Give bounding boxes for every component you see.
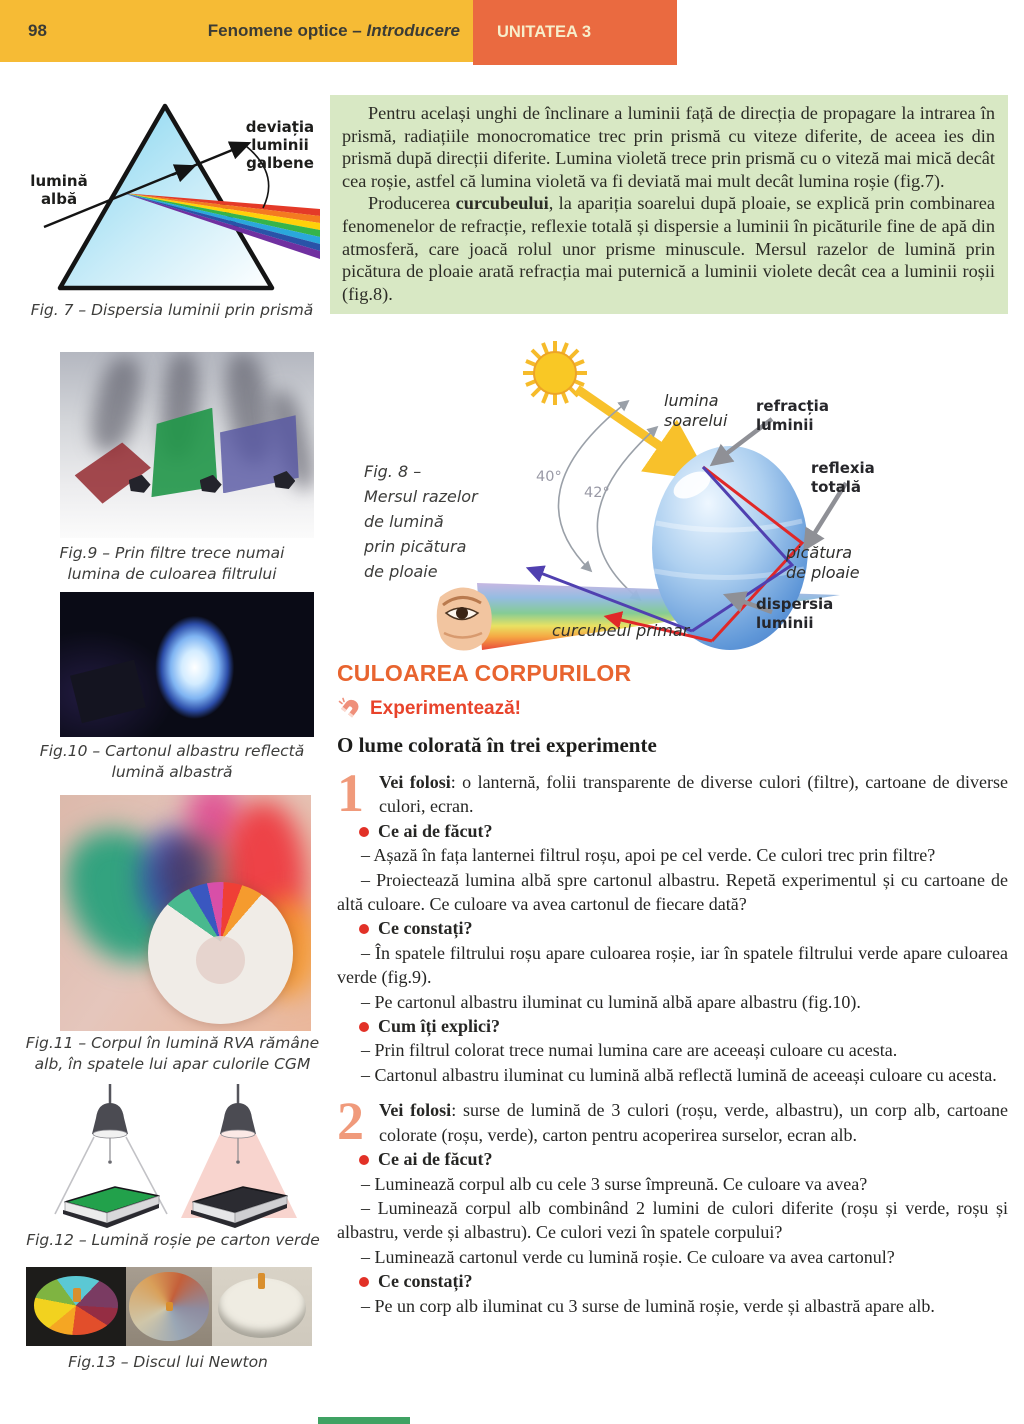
answer-line: – Luminează corpul alb combinând 2 lumini de culori diferite (roșu și verde, roșu și albastru, verde și albastru). Ce culori vezi în spatele corpului? (337, 1197, 1008, 1243)
angle-label-42: 42° (584, 485, 610, 501)
chapter-title-italic: Introducere (366, 21, 460, 40)
experiment-1-lead (337, 763, 1008, 823)
unit-badge (473, 0, 677, 65)
label-white-light: lumină albă (30, 172, 88, 208)
angle-label-40: 40° (536, 469, 562, 485)
label-primary-rainbow: curcubeul primar (552, 621, 690, 640)
question-heading: Ce constați? (337, 916, 1008, 940)
label-total-reflection: reflexia totală (811, 459, 875, 496)
figure-11-caption: Fig.11 – Corpul în lumină RVA rămâne alb, în spatele lui apar culorile CGM (25, 1034, 320, 1073)
figure-11-photo (60, 795, 311, 1031)
intro-paragraph-2-post: , la apariția soarelui după ploaie, se explică prin combinarea fenomenelor de refracție, reflexie totală și dispersie a luminii în picăturile fine de apă din atmosferă, care joacă rolul unor prisme minuscule. Mersul razelor de lumină prin picătura de ploaie arată refracția mai puternică a luminii violete decât cea a luminii roșii (fig.8). (342, 193, 995, 304)
answer-line: – Așază în fața lanternei filtrul roșu, apoi pe cel verde. Ce culori trec prin filtre? (361, 845, 936, 866)
lamps-illustration (35, 1082, 315, 1228)
figure-9-photo (60, 352, 314, 538)
figure-7-caption: Fig. 7 – Dispersia luminii prin prismă (30, 301, 314, 319)
experiment-2-lead-text: : surse de lumină de 3 culori (roșu, verde, albastru), un corp alb, cartoane colorate (roșu, verde), carton pentru acoperirea surselor, ecran alb. (379, 1100, 1008, 1145)
answer-line: – Luminează cartonul verde cu lumină roșie. Ce culoare va avea cartonul? (361, 1246, 895, 1267)
sun-icon (523, 341, 587, 405)
intro-box (330, 95, 1008, 314)
label-refraction: refracția luminii (756, 397, 829, 434)
newton-disc-spinning (126, 1267, 212, 1346)
experiment-callout-label: Experimentează! (370, 698, 522, 719)
question-heading: Ce constați? (337, 1269, 1008, 1293)
answer-line: – Pe un corp alb iluminat cu 3 surse de lumină roșie, verde și albastră apare alb. (361, 1295, 935, 1316)
chapter-title-text: Fenomene optice – (207, 21, 367, 40)
answer-line: – Pe cartonul albastru iluminat cu lumină albă apare albastru (fig.10). (361, 991, 861, 1012)
label-dispersion: dispersia luminii (756, 595, 834, 632)
question-heading: Ce ai de făcut? (337, 1147, 1008, 1171)
answer-line: – În spatele filtrului roșu apare culoarea roșie, iar în spatele filtrului verde apare culoarea verde (fig.9). (337, 942, 1008, 988)
figure-8-raindrop-diagram (340, 333, 1008, 660)
white-disc (148, 882, 294, 1024)
section-title: CULOAREA CORPURILOR (337, 660, 632, 686)
angle-arc-42 (597, 428, 656, 599)
bottom-green-strip (318, 1417, 410, 1424)
answer-line: – Proiectează lumina albă spre cartonul albastru. Repetă experimentul și cu cartoane de altă culoare. Ce culoare va avea cartonul de fiecare dată? (337, 869, 1008, 915)
question-heading: Cum îți explici? (337, 1014, 1008, 1038)
main-text-column (337, 660, 1008, 1318)
newton-disc-white (212, 1267, 312, 1346)
figure-8-caption: Fig. 8 – Mersul razelor de lumină prin picătura de ploaie (364, 462, 478, 581)
bullet-icon (359, 1277, 369, 1287)
newton-disc-static (26, 1267, 126, 1346)
header-bar (0, 0, 473, 62)
figure-10-caption: Fig.10 – Cartonul albastru reflectă lumină albastră (39, 742, 305, 781)
subsection-title: O lume colorată în trei experimente (337, 733, 657, 757)
experiment-2-lead-bold: Vei folosi (379, 1100, 452, 1121)
intro-paragraph-2-bold: curcubeului (455, 193, 549, 214)
magnet-icon (337, 697, 361, 721)
question-heading: Ce ai de făcut? (337, 819, 1008, 843)
figure-12-caption: Fig.12 – Lumină roșie pe carton verde (26, 1231, 320, 1249)
label-raindrop: picătura de ploaie (786, 543, 860, 582)
bullet-icon (359, 1155, 369, 1165)
figure-13-newton-disc-photos (26, 1267, 312, 1346)
experiment-callout (337, 697, 1008, 721)
bullet-icon (359, 1022, 369, 1032)
bullet-icon (359, 924, 369, 934)
intro-paragraph-1: Pentru același unghi de înclinare a luminii față de direcția de propagare la intrarea în prismă, radiațiile monocromatice trec prin prismă cu viteze diferite, de aceea ies din prismă după direcții diferite. Lumina violetă trece prin prismă cu o viteză mai mică decât cea roșie, astfel că lumina violetă va fi deviată mai mult decât lumina roșie (fig.7). (342, 103, 995, 191)
label-yellow-deviation: deviația luminii galbene (245, 118, 315, 172)
label-sunlight: lumina soarelui (664, 391, 728, 430)
figure-10-photo (60, 592, 314, 737)
answer-line: – Cartonul albastru iluminat cu lumină albă reflectă lumină de aceeași culoare cu acesta. (361, 1064, 997, 1085)
experiment-1-lead-text: : o lanternă, folii transparente de diverse culori (filtre), cartoane de diverse culori, ecran. (379, 772, 1008, 817)
lantern-silhouette (70, 660, 146, 724)
experiment-2-number: 2 (337, 1091, 364, 1152)
page-number: 98 (28, 21, 47, 40)
intro-paragraph-2 (342, 192, 995, 305)
experiment-1-number: 1 (337, 763, 364, 823)
experiment-1-lead-bold: Vei folosi (379, 772, 451, 792)
header-chapter-title (0, 0, 460, 62)
answer-line: – Luminează corpul alb cu cele 3 surse împreună. Ce culoare va avea? (361, 1173, 868, 1194)
answer-line: – Prin filtrul colorat trece numai lumina care are aceeași culoare cu acesta. (361, 1040, 898, 1061)
unit-label: UNITATEA 3 (497, 23, 592, 41)
bullet-icon (359, 827, 369, 837)
intro-paragraph-2-pre: Producerea (368, 193, 456, 214)
figure-13-caption: Fig.13 – Discul lui Newton (68, 1353, 268, 1371)
figure-7-prism-diagram (22, 96, 322, 296)
figure-12-lamps-diagram (35, 1082, 315, 1228)
eye-icon (437, 587, 492, 650)
experiment-2-lead (337, 1091, 1008, 1152)
figure-9-caption: Fig.9 – Prin filtre trece numai lumina de culoarea filtrului (59, 544, 285, 583)
green-book (63, 1187, 159, 1228)
